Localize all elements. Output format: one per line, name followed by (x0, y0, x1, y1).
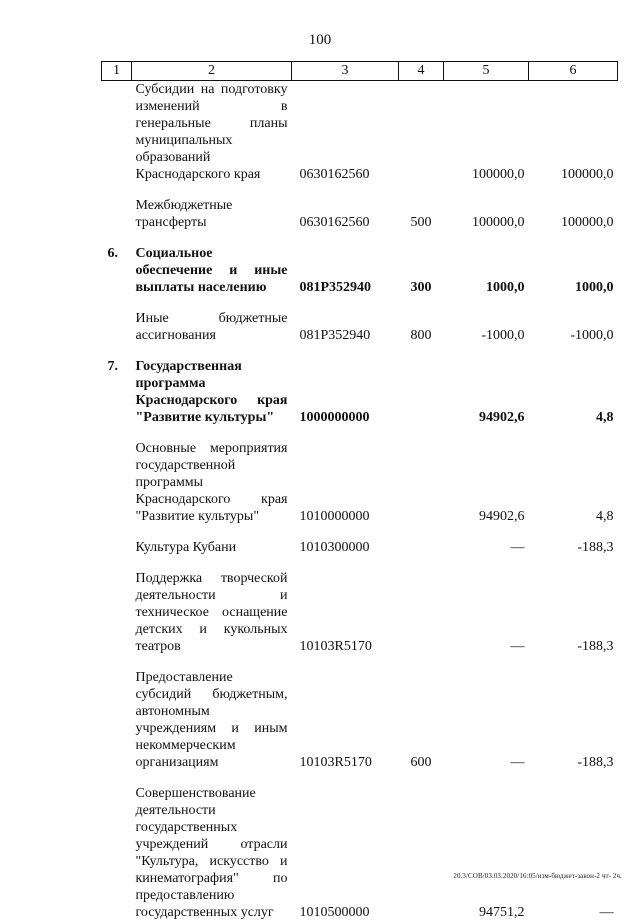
row-description: Предоставление субсидий бюджетным, автономным учреждениям и иным некоммерческим организациям (132, 669, 292, 771)
row-amount-1: — (444, 669, 529, 771)
row-spacer (102, 231, 618, 245)
row-number (102, 310, 132, 344)
row-description: Иные бюджетные ассигнования (132, 310, 292, 344)
table-row (102, 785, 618, 921)
row-description: Социальное обеспечение и иные выплаты населению (132, 245, 292, 296)
row-expense-type: 800 (399, 310, 444, 344)
row-code: 1010000000 (292, 440, 399, 525)
row-code: 0630162560 (292, 197, 399, 231)
row-spacer (102, 655, 618, 669)
spacer-cell (102, 525, 618, 539)
row-spacer (102, 556, 618, 570)
spacer-cell (102, 231, 618, 245)
row-number (102, 440, 132, 525)
row-amount-1: 100000,0 (444, 81, 529, 184)
spacer-cell (102, 296, 618, 310)
row-amount-1: — (444, 570, 529, 655)
row-expense-type (399, 785, 444, 921)
header-cell: 6 (529, 62, 618, 81)
header-cell: 5 (444, 62, 529, 81)
row-description: Культура Кубани (132, 539, 292, 556)
row-amount-1: 94902,6 (444, 440, 529, 525)
table-row (102, 539, 618, 556)
spacer-cell (102, 771, 618, 785)
row-number: 6. (102, 245, 132, 296)
row-expense-type: 500 (399, 197, 444, 231)
row-spacer (102, 426, 618, 440)
row-code: 081P352940 (292, 245, 399, 296)
row-description: Межбюджетные трансферты (132, 197, 292, 231)
row-expense-type (399, 358, 444, 426)
row-expense-type: 300 (399, 245, 444, 296)
row-amount-2: -188,3 (529, 539, 618, 556)
row-amount-2: -188,3 (529, 570, 618, 655)
row-amount-2: -188,3 (529, 669, 618, 771)
row-amount-2: 100000,0 (529, 81, 618, 184)
table-body (102, 81, 618, 921)
row-amount-1: -1000,0 (444, 310, 529, 344)
row-description: Основные мероприятия государственной программы Краснодарского края "Развитие культуры" (132, 440, 292, 525)
row-code: 1000000000 (292, 358, 399, 426)
row-amount-2: 1000,0 (529, 245, 618, 296)
row-amount-1: 94751,2 (444, 785, 529, 921)
row-spacer (102, 183, 618, 197)
row-code: 081P352940 (292, 310, 399, 344)
row-number (102, 81, 132, 184)
row-amount-2: — (529, 785, 618, 921)
row-amount-1: 1000,0 (444, 245, 529, 296)
row-expense-type (399, 539, 444, 556)
spacer-cell (102, 556, 618, 570)
row-spacer (102, 525, 618, 539)
table-header-row (102, 62, 618, 81)
spacer-cell (102, 344, 618, 358)
row-expense-type (399, 81, 444, 184)
row-amount-1: 100000,0 (444, 197, 529, 231)
row-description: Поддержка творческой деятельности и техническое оснащение детских и кукольных театров (132, 570, 292, 655)
row-code: 10103R5170 (292, 570, 399, 655)
table-row (102, 197, 618, 231)
row-number (102, 539, 132, 556)
table-row (102, 81, 618, 184)
row-amount-1: 94902,6 (444, 358, 529, 426)
document-footer: 20.3/СОВ/03.03.2020/16:05/изм-бюджет-закон-2 чт- 2ч. (453, 872, 622, 880)
row-amount-2: 100000,0 (529, 197, 618, 231)
row-number (102, 570, 132, 655)
spacer-cell (102, 426, 618, 440)
row-code: 0630162560 (292, 81, 399, 184)
row-spacer (102, 296, 618, 310)
table-row (102, 669, 618, 771)
row-expense-type (399, 570, 444, 655)
header-cell: 4 (399, 62, 444, 81)
row-spacer (102, 344, 618, 358)
row-amount-1: — (444, 539, 529, 556)
table-row (102, 570, 618, 655)
row-code: 1010500000 (292, 785, 399, 921)
row-expense-type (399, 440, 444, 525)
table-row (102, 245, 618, 296)
table-row (102, 310, 618, 344)
header-cell: 2 (132, 62, 292, 81)
row-description: Государственная программа Краснодарского края "Развитие культуры" (132, 358, 292, 426)
spacer-cell (102, 183, 618, 197)
row-number (102, 669, 132, 771)
row-description: Совершенствование деятельности государственных учреждений отрасли "Культура, искусство и кинематография" по предоставлению государственных услуг (132, 785, 292, 921)
row-number (102, 785, 132, 921)
table-row (102, 440, 618, 525)
row-amount-2: 4,8 (529, 440, 618, 525)
row-code: 10103R5170 (292, 669, 399, 771)
row-number: 7. (102, 358, 132, 426)
table-row (102, 358, 618, 426)
row-code: 1010300000 (292, 539, 399, 556)
spacer-cell (102, 655, 618, 669)
header-cell: 3 (292, 62, 399, 81)
row-amount-2: -1000,0 (529, 310, 618, 344)
row-number (102, 197, 132, 231)
row-amount-2: 4,8 (529, 358, 618, 426)
header-cell: 1 (102, 62, 132, 81)
budget-table (101, 61, 618, 921)
page-number: 100 (0, 32, 640, 49)
row-description: Субсидии на подготовку изменений в генеральные планы муниципальных образований Краснодарского края (132, 81, 292, 184)
row-spacer (102, 771, 618, 785)
row-expense-type: 600 (399, 669, 444, 771)
